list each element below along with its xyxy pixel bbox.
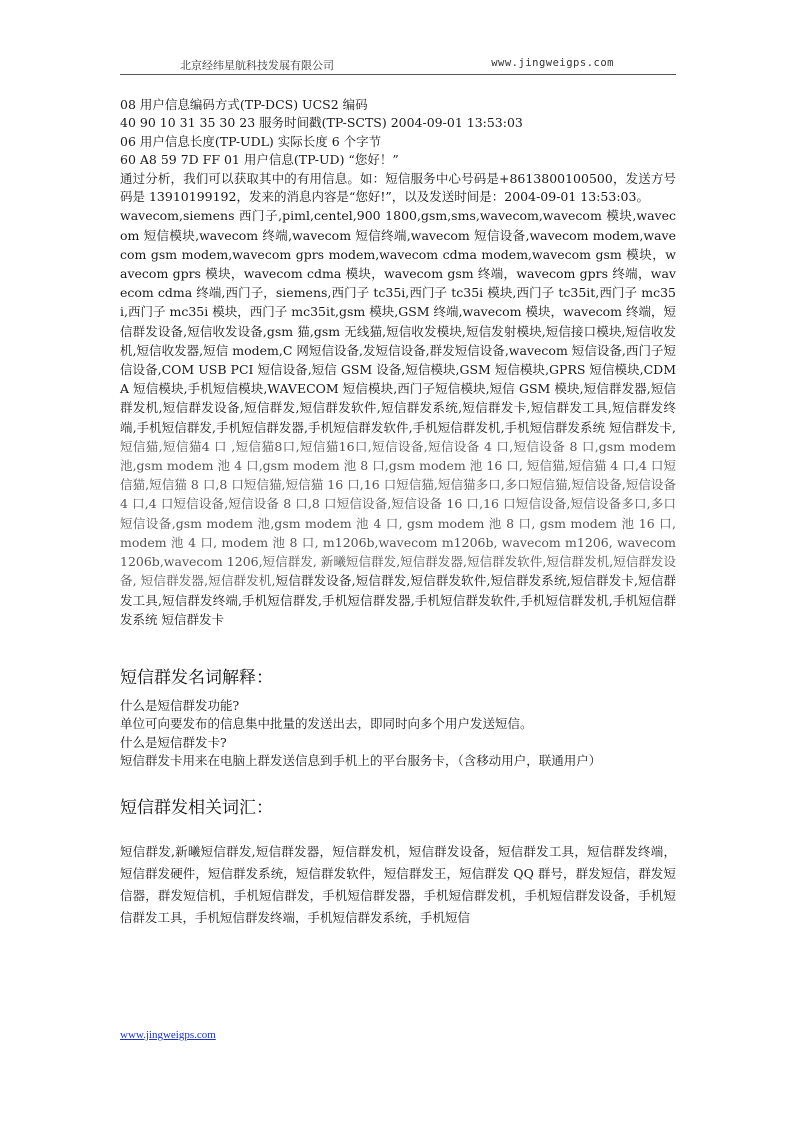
section-title-definitions: 短信群发名词解释： <box>120 667 273 688</box>
section-title-vocabulary: 短信群发相关词汇： <box>120 797 273 818</box>
vocabulary-paragraph: 短信群发,新曦短信群发,短信群发器，短信群发机，短信群发设备，短信群发工具，短信群发终端，短信群发硬件，短信群发系统，短信群发软件，短信群发王，短信群发 QQ 群号，群发短信，群发短信器，群发短信机，手机短信群发，手机短信群发器，手机短信群发机，手机短信群发设备，手机短信群发工具，手机短信群发终端，手机短信群发系统，手机短信 <box>120 843 676 925</box>
definition-line: 短信群发卡用来在电脑上群发送信息到手机上的平台服务卡，（含移动用户，联通用户） <box>120 753 602 769</box>
definition-line: 单位可向要发布的信息集中批量的发送出去，即同时向多个用户发送短信。 <box>120 716 533 732</box>
definition-line: 什么是短信群发卡? <box>120 734 227 750</box>
keywords-gray: 短信猫,短信猫4 口 ,短信猫8口,短信猫16口,短信设备,短信设备 4 口,短信设备 8 口,gsm modem 池,gsm modem 池 4 口,gsm modem 池 8 口,gsm modem 池 16 口, 短信猫,短信猫 4 口,4 口短信猫,短信猫 8 口,8 口短信猫,短信猫 16 口,16 口短信猫,短信猫多口,多口短信猫,短信设备,短信设备 4 口,4 口短信设备,短信设备 8 口,8 口短信设备,短信设备 16 口,16 口短信设备,短信设备多口,多口短信设备,gsm modem 池,gsm modem 池 4 口, gsm modem 池 8 口, gsm modem 池 16 口, modem 池 4 口, modem 池 8 口, m1206b,wavecom m1206b, wavecom m1206, wavecom 1206b,wavecom 1206,短信群发, 新曦短信群发,短信群发器,短信群发软件,短信群发机,短信群发设备, 短信群发器,短信群发机, <box>120 438 676 589</box>
analysis-paragraph: 通过分析，我们可以获取其中的有用信息。如：短信服务中心号码是+8613800100500，发送方号码是 13910199192，发来的消息内容是“您好!”，以及发送时间是：2004-09-01 13:53:03。 <box>120 170 676 205</box>
keywords-dark: wavecom,siemens 西门子,piml,centel,900 1800,gsm,sms,wavecom,wavecom 模块,wavecom 短信模块,wavecom 终端,wavecom 短信终端,wavecom 短信设备,wavecom modem,wavecom gsm modem,wavecom gprs modem,wavecom cdma modem,wavecom gsm 模块，wavecom gprs 模块，wavecom cdma 模块，wavecom gsm 终端，wavecom gprs 终端，wavecom cdma 终端,西门子，siemens,西门子 tc35i,西门子 tc35i 模块,西门子 tc35it,西门子 mc35i,西门子 mc35i 模块，西门子 mc35it,gsm 模块,GSM 终端,wavecom 模块，wavecom 终端，短信群发设备,短信收发设备,gsm 猫,gsm 无线猫,短信收发模块,短信发射模块,短信接口模块,短信收发机,短信收发器,短信 modem,C 网短信设备,发短信设备,群发短信设备,wavecom 短信设备,西门子短信设备,COM USB PCI 短信设备,短信 GSM 设备,短信模块,GSM 短信模块,GPRS 短信模块,CDMA 短信模块,手机短信模块,WAVECOM 短信模块,西门子短信模块,短信 GSM 模块,短信群发器,短信群发机,短信群发设备,短信群发,短信群发软件,短信群发系统,短信群发卡,短信群发工具,短信群发终端,手机短信群发,手机短信群发器,手机短信群发软件,手机短信群发机,手机短信群发系统 短信群发卡, <box>120 208 676 435</box>
header-url: www.jingweigps.com <box>491 57 614 69</box>
page-header <box>120 56 676 75</box>
pdu-line-scts: 40 90 10 31 35 30 23 服务时间戳(TP-SCTS) 2004-09-01 13:53:03 <box>120 115 523 131</box>
pdu-line-ud: 60 A8 59 7D FF 01 用户信息(TP-UD) “您好！” <box>120 152 399 168</box>
pdu-line-dcs: 08 用户信息编码方式(TP-DCS) UCS2 编码 <box>120 97 368 112</box>
keywords-paragraph <box>120 206 676 628</box>
definition-line: 什么是短信群发功能? <box>120 697 240 713</box>
pdu-line-udl: 06 用户信息长度(TP-UDL) 实际长度 6 个字节 <box>120 133 382 149</box>
keywords-tail: 短信群发设备,短信群发,短信群发软件,短信群发系统,短信群发卡,短信群发工具,短信群发终端,手机短信群发,手机短信群发器,手机短信群发软件,手机短信群发机,手机短信群发系统 短信群发卡 <box>120 573 676 627</box>
document-body <box>120 96 676 929</box>
footer-link[interactable]: www.jingweigps.com <box>120 1029 216 1041</box>
header-company: 北京经纬星航科技发展有限公司 <box>180 59 334 72</box>
